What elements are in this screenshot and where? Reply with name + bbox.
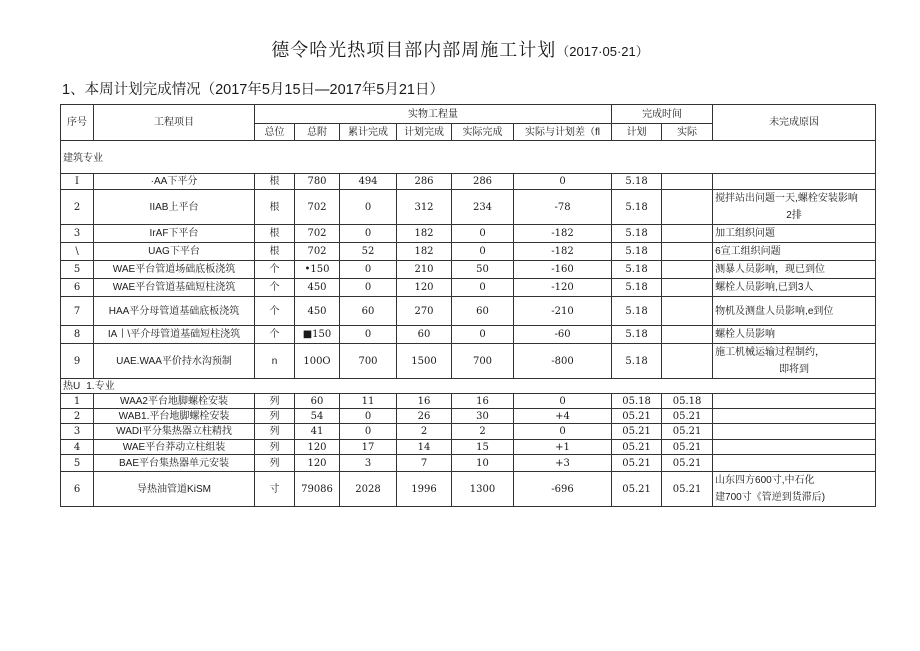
- cell-plan: 182: [397, 243, 452, 261]
- cell-actual: 15: [452, 440, 514, 455]
- table-row: [61, 424, 876, 440]
- cell-seq: 9: [61, 344, 94, 379]
- cell-actual: 10: [452, 455, 514, 472]
- cell-actual: 60: [452, 297, 514, 326]
- cell-seq: 5: [61, 261, 94, 279]
- table-row: [61, 455, 876, 472]
- cell-unit: 根: [255, 225, 295, 243]
- cell-cum: 52: [340, 243, 397, 261]
- cell-unit: 个: [255, 261, 295, 279]
- cell-actual: 286: [452, 174, 514, 190]
- cell-pdate: 05.21: [612, 424, 662, 440]
- cell-total: 54: [295, 409, 340, 424]
- reason-line: 6宣工组织问题: [715, 246, 781, 257]
- cell-pdate: 05.18: [612, 394, 662, 409]
- cell-cum: 2028: [340, 472, 397, 507]
- cell-pdate: 5.18: [612, 243, 662, 261]
- cell-diff: -78: [514, 190, 612, 225]
- cell-unit: 列: [255, 440, 295, 455]
- cell-adate: [662, 174, 713, 190]
- cell-pdate: 05.21: [612, 440, 662, 455]
- cell-adate: [662, 225, 713, 243]
- header-unit: 总位: [255, 124, 295, 141]
- cell-adate: [662, 243, 713, 261]
- cell-total: 60: [295, 394, 340, 409]
- cell-pdate: 5.18: [612, 344, 662, 379]
- reason-line: 山东四方600寸,中石化: [715, 475, 815, 486]
- cell-adate: [662, 344, 713, 379]
- cell-unit: n: [255, 344, 295, 379]
- header-reason: 未完成原因: [713, 105, 876, 141]
- cell-seq: 7: [61, 297, 94, 326]
- cell-seq: 3: [61, 225, 94, 243]
- cell-adate: [662, 261, 713, 279]
- cell-adate: [662, 297, 713, 326]
- cell-actual: 2: [452, 424, 514, 440]
- header-seq: 序号: [61, 105, 94, 141]
- cell-plan: 1500: [397, 344, 452, 379]
- cell-seq: 6: [61, 279, 94, 297]
- cell-total: •150: [295, 261, 340, 279]
- reason-line: 建700寸《管逆到货滞后): [715, 492, 826, 503]
- cell-diff: 0: [514, 174, 612, 190]
- cell-total: ■150: [295, 326, 340, 344]
- cell-pdate: 5.18: [612, 326, 662, 344]
- cell-seq: 1: [61, 394, 94, 409]
- cell-plan: 14: [397, 440, 452, 455]
- cell-unit: 列: [255, 424, 295, 440]
- cell-reason: [713, 472, 876, 507]
- reason-line: 加工组织问题: [715, 228, 776, 239]
- cell-seq: \: [61, 243, 94, 261]
- table-row: [61, 225, 876, 243]
- table-row: [61, 279, 876, 297]
- cell-total: 120: [295, 455, 340, 472]
- table-row: [61, 243, 876, 261]
- table-row: [61, 472, 876, 507]
- header-diff: 实际与计划差（fl: [514, 124, 612, 141]
- reason-line: 螺栓人员影响,已到3人: [715, 282, 814, 293]
- cell-plan: 182: [397, 225, 452, 243]
- cell-cum: 17: [340, 440, 397, 455]
- table-row: [61, 174, 876, 190]
- cell-item: IIAB上平台: [94, 190, 255, 225]
- cell-item: WAE平台管道场础底板浇筑: [94, 261, 255, 279]
- cell-adate: [662, 326, 713, 344]
- weekly-plan-table: [60, 104, 876, 507]
- cell-diff: -60: [514, 326, 612, 344]
- cell-unit: 列: [255, 455, 295, 472]
- table-row: [61, 261, 876, 279]
- header-cumulative: 累计完成: [340, 124, 397, 141]
- cell-plan: 26: [397, 409, 452, 424]
- cell-total: 100O: [295, 344, 340, 379]
- cell-seq: 5: [61, 455, 94, 472]
- cell-actual: 234: [452, 190, 514, 225]
- cell-unit: 根: [255, 174, 295, 190]
- header-total: 总附: [295, 124, 340, 141]
- cell-unit: 个: [255, 297, 295, 326]
- cell-actual: 16: [452, 394, 514, 409]
- cell-adate: 05.21: [662, 409, 713, 424]
- reason-line: 2排: [786, 210, 802, 221]
- cell-plan: 16: [397, 394, 452, 409]
- cell-plan: 210: [397, 261, 452, 279]
- cell-plan: 270: [397, 297, 452, 326]
- cell-unit: 寸: [255, 472, 295, 507]
- cell-unit: 列: [255, 409, 295, 424]
- cell-adate: [662, 279, 713, 297]
- cell-cum: 0: [340, 225, 397, 243]
- cell-seq: I: [61, 174, 94, 190]
- table-row: [61, 190, 876, 225]
- cell-item: BAE平台集热器单元安装: [94, 455, 255, 472]
- cell-unit: 根: [255, 243, 295, 261]
- header-physical: 实物工程量: [255, 105, 612, 124]
- cell-pdate: 05.21: [612, 455, 662, 472]
- cell-seq: 3: [61, 424, 94, 440]
- cell-item: HAA平分母管道基础底板浇筑: [94, 297, 255, 326]
- table-row: [61, 297, 876, 326]
- cell-diff: -210: [514, 297, 612, 326]
- cell-cum: 60: [340, 297, 397, 326]
- cell-reason: [713, 440, 876, 455]
- header-project: 工程项目: [94, 105, 255, 141]
- cell-reason: [713, 261, 876, 279]
- cell-adate: [662, 190, 713, 225]
- cell-diff: +1: [514, 440, 612, 455]
- cell-reason: [713, 243, 876, 261]
- cell-item: IA丨\平介母管道基础短柱浇筑: [94, 326, 255, 344]
- cell-adate: 05.21: [662, 424, 713, 440]
- cell-actual: 0: [452, 279, 514, 297]
- cell-total: 120: [295, 440, 340, 455]
- cell-plan: 1996: [397, 472, 452, 507]
- cell-adate: 05.21: [662, 455, 713, 472]
- cell-item: WAA2平台地脚螺栓安装: [94, 394, 255, 409]
- cell-plan: 2: [397, 424, 452, 440]
- cell-plan: 312: [397, 190, 452, 225]
- cell-pdate: 5.18: [612, 190, 662, 225]
- cell-total: 780: [295, 174, 340, 190]
- header-actual-date: 实际: [662, 124, 713, 141]
- cell-plan: 60: [397, 326, 452, 344]
- cell-total: 79086: [295, 472, 340, 507]
- cell-pdate: 5.18: [612, 279, 662, 297]
- cell-pdate: 5.18: [612, 297, 662, 326]
- table-row: [61, 344, 876, 379]
- cell-total: 450: [295, 297, 340, 326]
- header-plan-date: 计划: [612, 124, 662, 141]
- cell-cum: 3: [340, 455, 397, 472]
- cell-adate: 05.21: [662, 440, 713, 455]
- cell-actual: 700: [452, 344, 514, 379]
- cell-item: WAE平台莽动立柱组装: [94, 440, 255, 455]
- cell-reason: [713, 409, 876, 424]
- section-thermal: 热U 1.专业: [61, 379, 876, 394]
- cell-reason: [713, 225, 876, 243]
- cell-diff: 0: [514, 424, 612, 440]
- table-row: [61, 326, 876, 344]
- reason-line: 施工机械运输过程制约，: [715, 347, 826, 358]
- cell-item: WAB1.平台地脚螺栓安装: [94, 409, 255, 424]
- table-row: [61, 394, 876, 409]
- cell-diff: -182: [514, 225, 612, 243]
- cell-cum: 0: [340, 261, 397, 279]
- cell-total: 702: [295, 243, 340, 261]
- cell-actual: 0: [452, 243, 514, 261]
- cell-seq: 8: [61, 326, 94, 344]
- cell-reason: [713, 190, 876, 225]
- cell-item: WAE平台管道基础短柱浇筑: [94, 279, 255, 297]
- cell-diff: +4: [514, 409, 612, 424]
- cell-plan: 7: [397, 455, 452, 472]
- cell-seq: 6: [61, 472, 94, 507]
- title-date: （2017·05·21）: [556, 44, 649, 59]
- table-row: [61, 440, 876, 455]
- cell-pdate: 5.18: [612, 174, 662, 190]
- cell-item: UAG下平台: [94, 243, 255, 261]
- cell-actual: 50: [452, 261, 514, 279]
- page-title: 德令哈光热项目部内部周施工计划（2017·05·21）: [271, 40, 649, 61]
- cell-item: UAE.WAA平价持水沟预制: [94, 344, 255, 379]
- header-finish-time: 完成时间: [612, 105, 713, 124]
- cell-reason: [713, 344, 876, 379]
- cell-reason: [713, 424, 876, 440]
- section-architecture: 建筑专业: [61, 141, 876, 174]
- cell-item: IrAF下平台: [94, 225, 255, 243]
- cell-reason: [713, 297, 876, 326]
- reason-line: 即将到: [779, 364, 810, 375]
- cell-item: ·AA下平分: [94, 174, 255, 190]
- cell-unit: 个: [255, 279, 295, 297]
- reason-line: 搅拌站出问题一天,螺栓安装影响: [715, 193, 858, 204]
- cell-cum: 0: [340, 409, 397, 424]
- cell-actual: 0: [452, 326, 514, 344]
- cell-diff: 0: [514, 394, 612, 409]
- cell-cum: 0: [340, 424, 397, 440]
- cell-pdate: 5.18: [612, 225, 662, 243]
- cell-item: WADI平分集热器立柱精找: [94, 424, 255, 440]
- cell-cum: 0: [340, 279, 397, 297]
- cell-cum: 700: [340, 344, 397, 379]
- header-actual: 实际完成: [452, 124, 514, 141]
- cell-actual: 30: [452, 409, 514, 424]
- cell-reason: [713, 174, 876, 190]
- cell-seq: 4: [61, 440, 94, 455]
- cell-unit: 列: [255, 394, 295, 409]
- cell-cum: 11: [340, 394, 397, 409]
- table-row: [61, 409, 876, 424]
- cell-total: 702: [295, 190, 340, 225]
- cell-reason: [713, 394, 876, 409]
- cell-actual: 0: [452, 225, 514, 243]
- cell-unit: 根: [255, 190, 295, 225]
- header-planned: 计划完成: [397, 124, 452, 141]
- cell-diff: -800: [514, 344, 612, 379]
- cell-seq: 2: [61, 190, 94, 225]
- cell-pdate: 05.21: [612, 472, 662, 507]
- cell-reason: [713, 279, 876, 297]
- cell-plan: 286: [397, 174, 452, 190]
- cell-cum: 494: [340, 174, 397, 190]
- cell-adate: 05.21: [662, 472, 713, 507]
- cell-reason: [713, 326, 876, 344]
- cell-total: 450: [295, 279, 340, 297]
- reason-line: 物机及测盘人员影响,e到位: [715, 305, 834, 317]
- cell-total: 41: [295, 424, 340, 440]
- cell-diff: -696: [514, 472, 612, 507]
- cell-diff: -120: [514, 279, 612, 297]
- cell-item: 导热油管道KiSM: [94, 472, 255, 507]
- cell-total: 702: [295, 225, 340, 243]
- cell-cum: 0: [340, 190, 397, 225]
- cell-seq: 2: [61, 409, 94, 424]
- cell-pdate: 05.21: [612, 409, 662, 424]
- reason-line: 测暴人员影响，现已到位: [715, 264, 826, 275]
- cell-diff: -182: [514, 243, 612, 261]
- cell-diff: +3: [514, 455, 612, 472]
- cell-cum: 0: [340, 326, 397, 344]
- cell-pdate: 5.18: [612, 261, 662, 279]
- cell-reason: [713, 455, 876, 472]
- section-heading: 1、本周计划完成情况（2017年5月15日—2017年5月21日）: [62, 82, 444, 98]
- cell-adate: 05.18: [662, 394, 713, 409]
- cell-plan: 120: [397, 279, 452, 297]
- cell-diff: -160: [514, 261, 612, 279]
- cell-actual: 1300: [452, 472, 514, 507]
- cell-unit: 个: [255, 326, 295, 344]
- reason-line: 螺栓人员影响: [715, 329, 776, 340]
